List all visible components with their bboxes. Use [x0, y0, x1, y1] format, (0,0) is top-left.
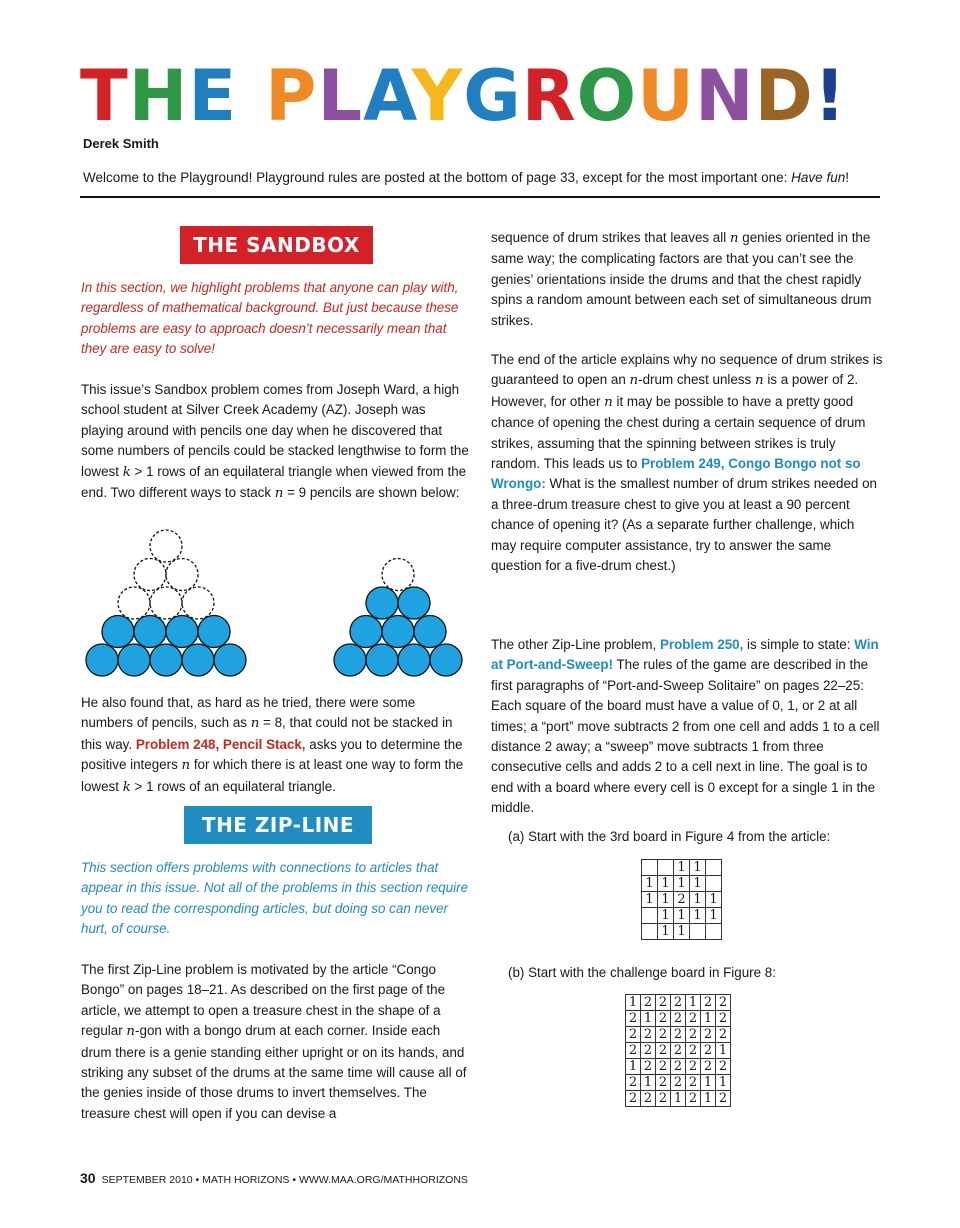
- board-cell: 2: [656, 1075, 671, 1091]
- board-cell: 1: [642, 892, 658, 908]
- sandbox-paragraph-2: He also found that, as hard as he tried, there were some numbers of pencils, such as n = 8, that could not be stacked in this way. Problem 248, Pencil Stack, asks you to determine the positive integers n for which there is at least one way to form the lowest k > 1 rows of an equilateral triangle.: [81, 695, 464, 795]
- board-a: [641, 859, 722, 940]
- board-cell: [658, 860, 674, 876]
- board-cell: [706, 860, 722, 876]
- board-cell: 1: [674, 876, 690, 892]
- port-and-sweep-link: Win at Port-and-Sweep!: [491, 637, 879, 673]
- empty-slot: [382, 559, 414, 591]
- board-cell: 1: [658, 924, 674, 940]
- board-row: [626, 1027, 731, 1043]
- pencil: [414, 616, 446, 648]
- board-cell: 2: [716, 1091, 731, 1107]
- board-cell: 1: [674, 908, 690, 924]
- board-cell: 2: [656, 1091, 671, 1107]
- title-letter: G: [463, 55, 522, 137]
- pencil: [198, 616, 230, 648]
- title-letter: D: [754, 55, 814, 137]
- board-cell: 2: [626, 1043, 641, 1059]
- pencil: [382, 616, 414, 648]
- pencil: [430, 644, 462, 676]
- board-cell: 1: [641, 1075, 656, 1091]
- pencil: [366, 644, 398, 676]
- pencil: [166, 616, 198, 648]
- part-a-label: (a) Start with the 3rd board in Figure 4 from the article:: [508, 829, 831, 844]
- empty-slot: [134, 559, 166, 591]
- board-cell: 1: [686, 995, 701, 1011]
- board-row: [626, 1043, 731, 1059]
- sandbox-heading: THE SANDBOX: [180, 226, 373, 264]
- board-cell: 2: [671, 1027, 686, 1043]
- title-letter: A: [363, 55, 412, 137]
- title-letter: Y: [411, 55, 464, 137]
- empty-slot: [150, 530, 182, 562]
- board-cell: 1: [706, 908, 722, 924]
- pencil: [398, 644, 430, 676]
- title-letter: R: [521, 55, 577, 137]
- board-cell: 1: [641, 1011, 656, 1027]
- board-cell: 2: [716, 1027, 731, 1043]
- board-cell: 2: [656, 1043, 671, 1059]
- board-cell: 2: [656, 1027, 671, 1043]
- header-divider: [80, 196, 880, 198]
- board-cell: 2: [686, 1027, 701, 1043]
- right-paragraph-3: The other Zip-Line problem, Problem 250, is simple to state: Win at Port-and-Sweep! The rules of the game are described in the first paragraphs of “Port-and-Sweep Solitaire” on pages 22–25: Each square of the board must have a value of 0, 1, or 2 at all times; a “port” move subtracts 2 from one cell and adds 1 to a cell distance 2 away; a “sweep” move subtracts 1 from three consecutive cells and adds 2 to a cell next in line. The goal is to end with a board where every cell is 0 except for a single 1 in the middle.: [491, 637, 880, 816]
- title-letter: N: [695, 55, 755, 137]
- right-paragraph-1: sequence of drum strikes that leaves all n genies oriented in the same way; the complicating factors are that you can’t see the genies’ orientations inside the drums and that the chest rapidly spins a random amount between each set of simultaneous drum strikes.: [491, 230, 872, 328]
- title-letter: U: [637, 55, 696, 137]
- board-cell: 2: [701, 1059, 716, 1075]
- board-cell: [642, 908, 658, 924]
- board-cell: 2: [686, 1075, 701, 1091]
- board-cell: 2: [641, 995, 656, 1011]
- board-cell: 2: [656, 995, 671, 1011]
- title-letter: L: [317, 55, 364, 137]
- sandbox-intro: In this section, we highlight problems that anyone can play with, regardless of mathematical background. But just because these problems are easy to approach doesn’t necessarily mean that they are easy to solve!: [81, 280, 459, 357]
- board-cell: 1: [674, 924, 690, 940]
- board-cell: 2: [716, 1011, 731, 1027]
- board-cell: 2: [641, 1059, 656, 1075]
- board-cell: [642, 860, 658, 876]
- title-letter: H: [128, 55, 189, 137]
- pencil: [150, 644, 182, 676]
- board-cell: 1: [701, 1091, 716, 1107]
- problem-250-link: Problem 250,: [659, 637, 744, 652]
- pencil: [398, 587, 430, 619]
- board-cell: 2: [626, 1075, 641, 1091]
- board-row: [642, 924, 722, 940]
- board-cell: 2: [656, 1059, 671, 1075]
- board-cell: 2: [716, 995, 731, 1011]
- board-row: [626, 1059, 731, 1075]
- board-cell: 1: [701, 1075, 716, 1091]
- pencil-stack-figure: [80, 526, 480, 682]
- board-cell: 2: [641, 1043, 656, 1059]
- board-cell: [706, 924, 722, 940]
- right-paragraph-2: The end of the article explains why no sequence of drum strikes is guaranteed to open an n-drum chest unless n is a power of 2. However, for other n it may be possible to have a pretty good chance of opening the chest during a certain sequence of drum strikes, assuming that the spinning between strikes is truly random. This leads us to Problem 249, Congo Bongo not so Wrongo: What is the smallest number of drum strikes needed on a three-drum treasure chest to give you at least a 90 percent chance of opening it? (As a separate further challenge, which may require computer assistance, try to answer the same question for a five-drum chest.): [491, 352, 883, 574]
- board-cell: 2: [671, 1059, 686, 1075]
- page-title: [80, 56, 847, 136]
- sandbox-paragraph-1: This issue’s Sandbox problem comes from Joseph Ward, a high school student at Silver Creek Academy (AZ). Joseph was playing around with pencils one day when he discovered that some numbers of pencils could be stacked lengthwise to form the lowest k > 1 rows of an equilateral triangle when viewed from the end. Two different ways to stack n = 9 pencils are shown below:: [81, 382, 469, 502]
- board-cell: 1: [690, 908, 706, 924]
- zipline-intro: This section offers problems with connections to articles that appear in this issue. Not all of the problems in this section require you to read the corresponding articles, but doing so can never hurt, of course.: [81, 860, 469, 937]
- board-cell: 2: [656, 1011, 671, 1027]
- title-letter: P: [265, 55, 318, 137]
- board-cell: 2: [671, 1043, 686, 1059]
- empty-slot: [182, 587, 214, 619]
- problem-248-link: Problem 248, Pencil Stack,: [135, 736, 306, 752]
- pencil: [134, 616, 166, 648]
- board-cell: 1: [690, 876, 706, 892]
- part-b-label: (b) Start with the challenge board in Figure 8:: [508, 965, 776, 980]
- pencil: [366, 587, 398, 619]
- pencil: [182, 644, 214, 676]
- stack-a: [86, 530, 246, 676]
- board-cell: 2: [686, 1043, 701, 1059]
- author: Derek Smith: [83, 136, 159, 151]
- board-row: [642, 892, 722, 908]
- board-cell: 1: [706, 892, 722, 908]
- board-cell: 1: [642, 876, 658, 892]
- board-cell: 1: [658, 892, 674, 908]
- board-row: [642, 876, 722, 892]
- board-row: [642, 908, 722, 924]
- title-letter: !: [813, 55, 847, 137]
- board-cell: 1: [690, 892, 706, 908]
- pencil: [214, 644, 246, 676]
- footer-text: SEPTEMBER 2010 • MATH HORIZONS • WWW.MAA.ORG/MATHHORIZONS: [101, 1174, 468, 1186]
- board-cell: [690, 924, 706, 940]
- board-cell: 1: [658, 908, 674, 924]
- empty-slot: [150, 587, 182, 619]
- board-cell: 1: [671, 1091, 686, 1107]
- board-cell: [706, 876, 722, 892]
- board-cell: 2: [686, 1091, 701, 1107]
- board-row: [626, 995, 731, 1011]
- zipline-heading: THE ZIP-LINE: [184, 806, 372, 844]
- board-cell: 2: [641, 1027, 656, 1043]
- board-cell: 2: [626, 1091, 641, 1107]
- empty-slot: [166, 559, 198, 591]
- board-cell: 1: [674, 860, 690, 876]
- title-letter: O: [576, 55, 638, 137]
- board-cell: 2: [701, 995, 716, 1011]
- welcome-text: Welcome to the Playground! Playground rules are posted at the bottom of page 33, except for the most important one: Have fun!: [83, 170, 849, 185]
- board-row: [626, 1011, 731, 1027]
- board-cell: [642, 924, 658, 940]
- board-cell: 2: [701, 1043, 716, 1059]
- board-cell: 2: [626, 1011, 641, 1027]
- board-cell: 2: [671, 995, 686, 1011]
- title-letter: T: [80, 55, 129, 137]
- board-cell: 2: [716, 1059, 731, 1075]
- board-cell: 1: [690, 860, 706, 876]
- board-cell: 2: [641, 1091, 656, 1107]
- board-cell: 2: [686, 1011, 701, 1027]
- title-letter: E: [188, 55, 238, 137]
- board-cell: 1: [626, 1059, 641, 1075]
- board-cell: 2: [626, 1027, 641, 1043]
- board-row: [626, 1091, 731, 1107]
- pencil: [118, 644, 150, 676]
- page-footer: [80, 1170, 468, 1186]
- board-cell: 2: [686, 1059, 701, 1075]
- board-b: [625, 994, 731, 1107]
- board-cell: 2: [674, 892, 690, 908]
- board-cell: 1: [658, 876, 674, 892]
- board-cell: 1: [716, 1075, 731, 1091]
- board-cell: 2: [671, 1075, 686, 1091]
- zipline-paragraph-1: The first Zip-Line problem is motivated by the article “Congo Bongo” on pages 18–21. As described on the first page of the article, we attempt to open a treasure chest in the shape of a regular n-gon with a bongo drum at each corner. Inside each drum there is a genie standing either upright or on its hands, and striking any subset of the drums at the same time will cause all of the genies inside of those drums to invert themselves. The treasure chest will open if you can devise a: [81, 962, 467, 1121]
- board-cell: 2: [671, 1011, 686, 1027]
- stack-b: [334, 559, 462, 677]
- pencil: [86, 644, 118, 676]
- empty-slot: [118, 587, 150, 619]
- page-number: 30: [80, 1170, 96, 1186]
- problem-249-link: Problem 249, Congo Bongo not so Wrongo:: [491, 456, 861, 492]
- board-cell: 1: [701, 1011, 716, 1027]
- pencil: [334, 644, 366, 676]
- board-cell: 2: [701, 1027, 716, 1043]
- pencil: [350, 616, 382, 648]
- board-row: [626, 1075, 731, 1091]
- board-cell: 1: [716, 1043, 731, 1059]
- board-row: [642, 860, 722, 876]
- pencil: [102, 616, 134, 648]
- board-cell: 1: [626, 995, 641, 1011]
